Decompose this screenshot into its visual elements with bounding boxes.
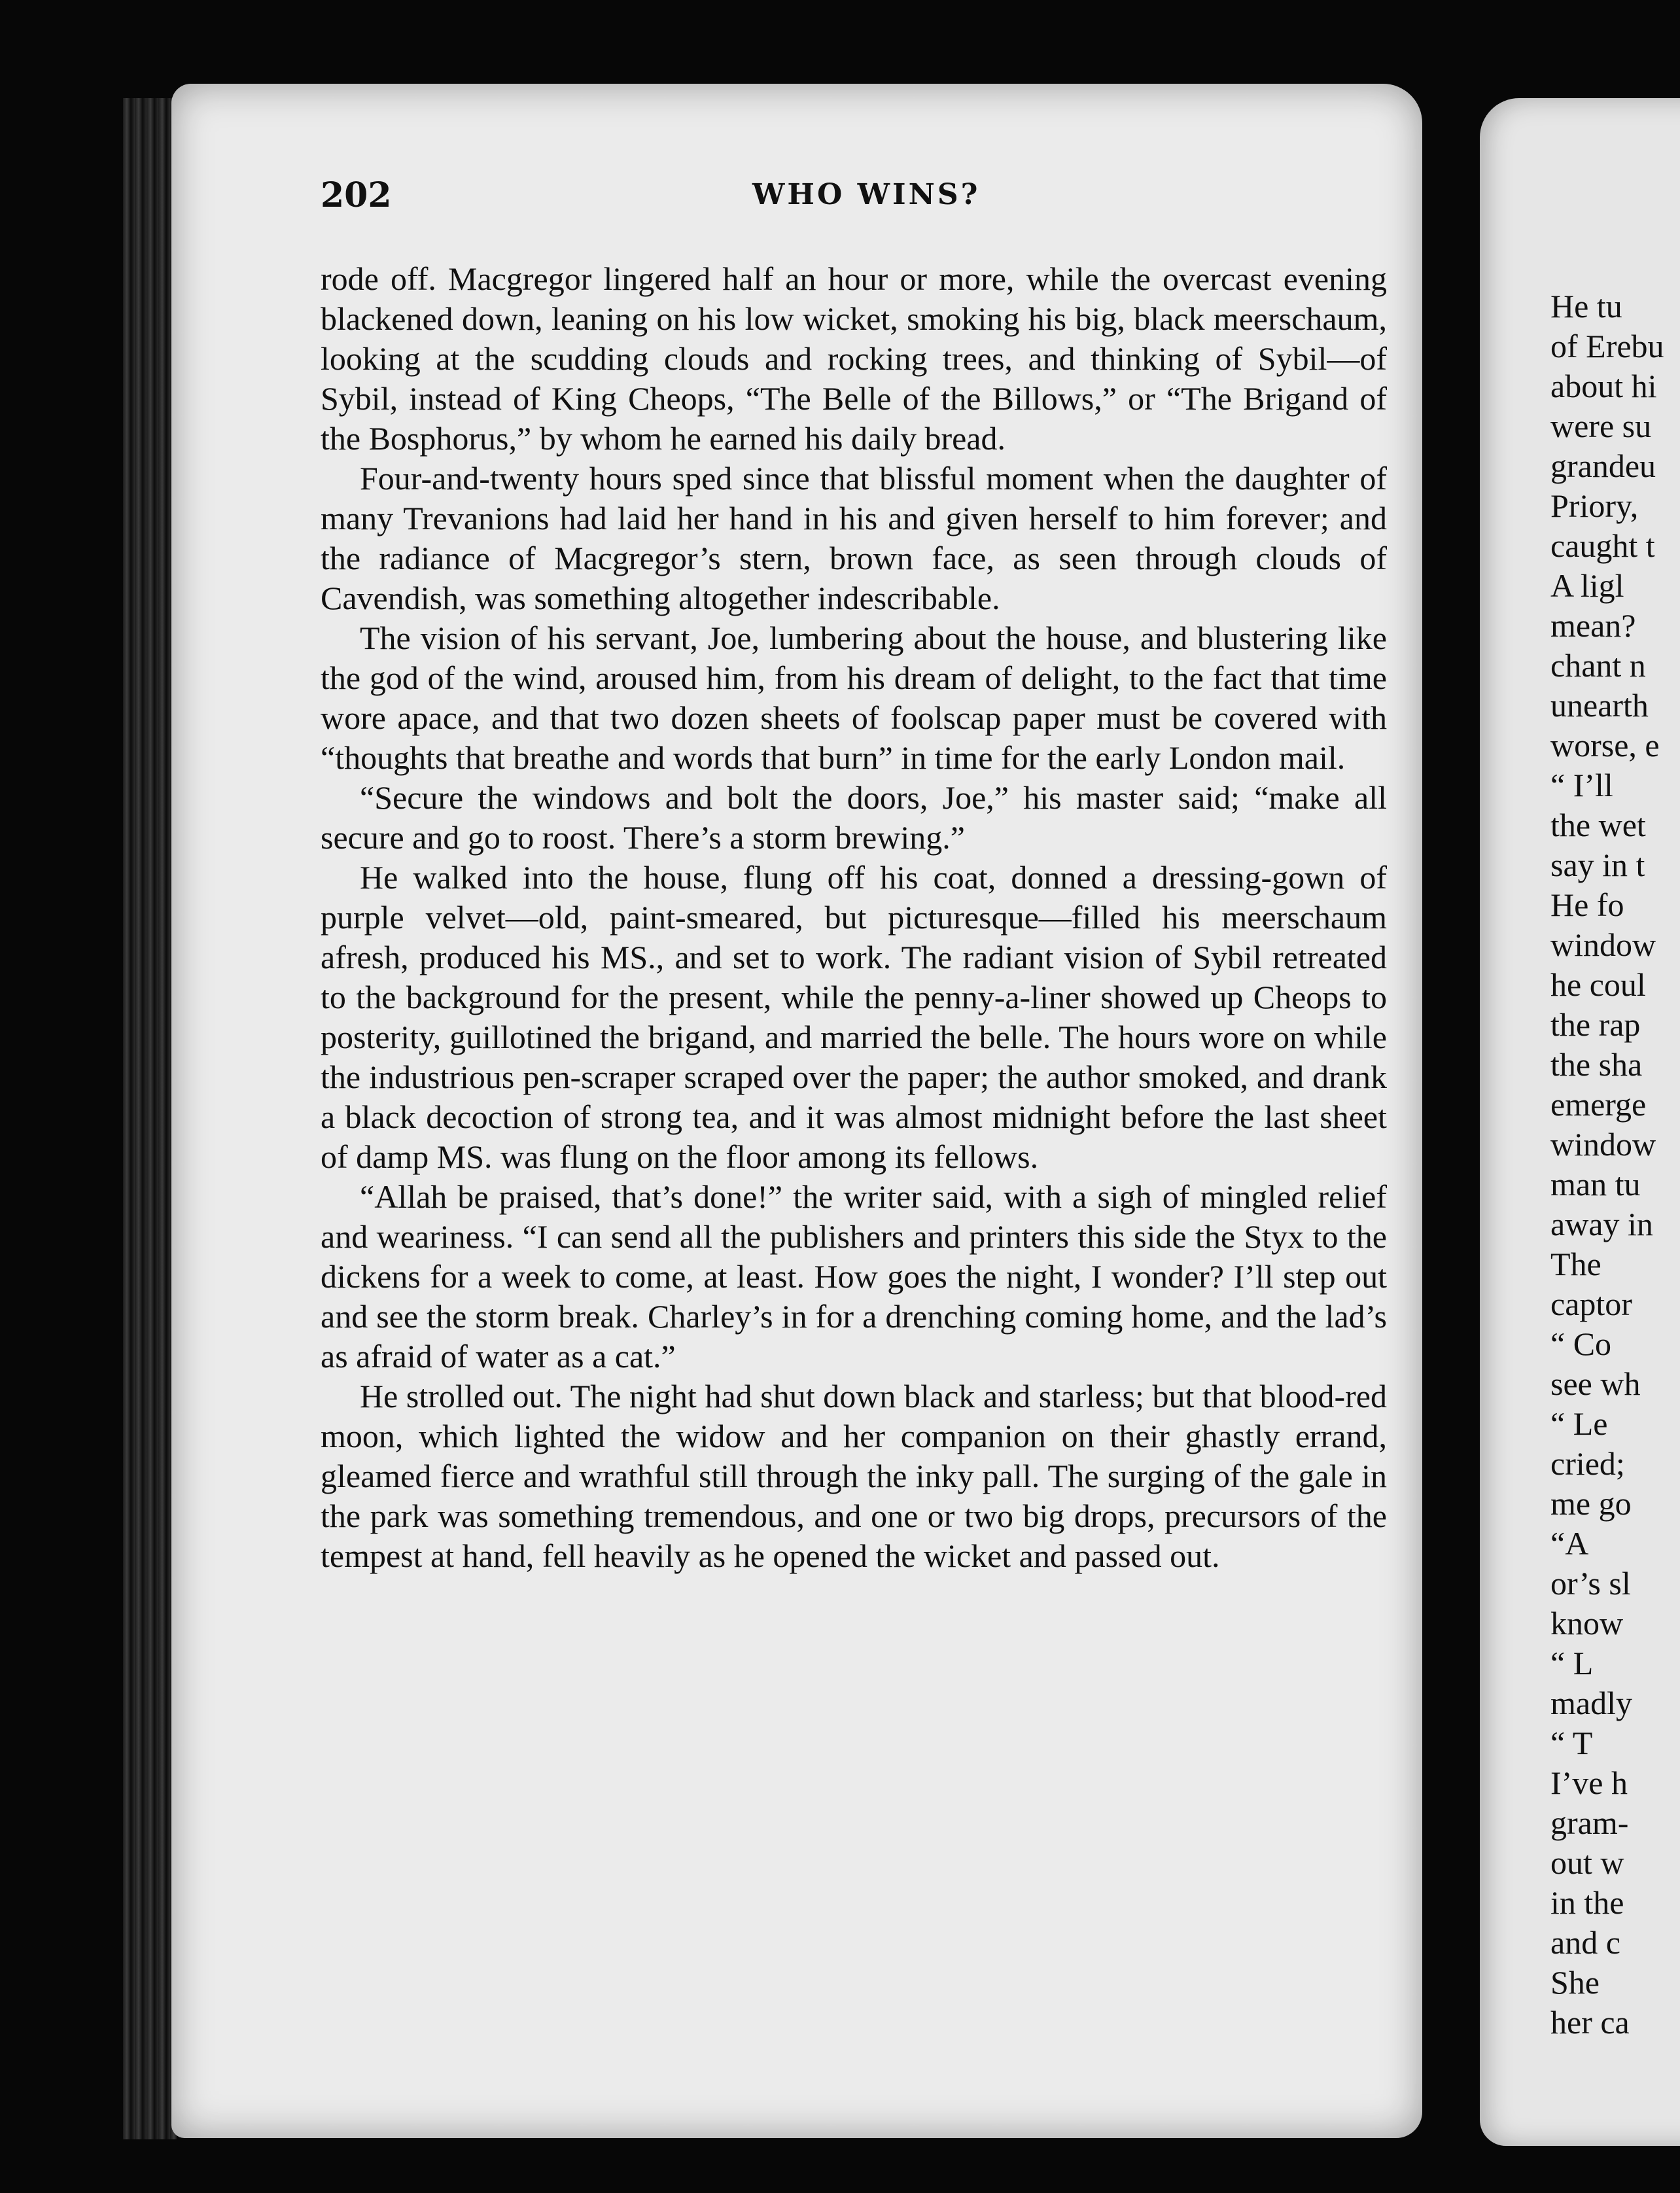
paragraph: He walked into the house, flung off his coat, donned a dressing-gown of purple velvet—old, paint-smeared, but picturesque—filled his meerschaum afresh, produced his MS., and set to work. The radiant vision of Sybil retreated to the background for the present, while the penny-a-liner showed up Cheops to posterity, guillotined the brigand, and married the belle. The hours wore on while the industrious pen-scraper scraped over the paper; the author smoked, and drank a black decoction of strong tea, and it was almost midnight before the last sheet of damp MS. was flung on the floor among its fellows. xyxy=(321,859,1387,1175)
facing-line: man tu xyxy=(1550,1166,1641,1202)
facing-line: her ca xyxy=(1550,2004,1630,2041)
facing-line: know xyxy=(1550,1605,1624,1641)
paragraph: Four-and-twenty hours sped since that blissful moment when the daughter of many Trevanions had laid her hand in his and given herself to him forever; and the radiance of Macgregor’s stern, brown face, as seen through clouds of Cavendish, was something altogether indescribable. xyxy=(321,460,1387,616)
facing-line: “ I’ll xyxy=(1550,767,1613,803)
facing-line: caught t xyxy=(1550,527,1655,564)
facing-line: madly xyxy=(1550,1685,1632,1721)
facing-line: “A xyxy=(1550,1525,1589,1562)
facing-line: “ Le xyxy=(1550,1405,1608,1442)
page-number: 202 xyxy=(321,175,392,215)
facing-line: A ligl xyxy=(1550,567,1624,604)
facing-line: He tu xyxy=(1550,288,1622,325)
facing-line: emerge xyxy=(1550,1086,1647,1123)
facing-line: gram- xyxy=(1550,1804,1629,1841)
facing-line: me go xyxy=(1550,1485,1632,1522)
facing-line: Priory, xyxy=(1550,487,1639,524)
page-body xyxy=(321,259,1387,1576)
facing-line: in the xyxy=(1550,1884,1624,1921)
facing-line: He fo xyxy=(1550,886,1624,923)
facing-page-text xyxy=(1550,287,1680,2043)
book-spine xyxy=(123,98,177,2139)
facing-line: about hi xyxy=(1550,368,1657,404)
paragraph: rode off. Macgregor lingered half an hour or more, while the overcast evening blackened down, leaning on his low wicket, smoking his big, black meerschaum, looking at the scudding clouds and rocking trees, and thinking of Sybil—of Sybil, instead of King Cheops, “The Belle of the Billows,” or “The Brigand of the Bosphorus,” by whom he earned his daily bread. xyxy=(321,260,1387,457)
paragraph: He strolled out. The night had shut down black and starless; but that blood-red moon, which lighted the widow and her companion on their ghastly errand, gleamed fierce and wrathful still through the inky pall. The surging of the gale in the park was something tremendous, and one or two big drops, precursors of the tempest at hand, fell heavily as he opened the wicket and passed out. xyxy=(321,1378,1387,1574)
page-header xyxy=(321,175,1387,228)
facing-line: window xyxy=(1550,926,1656,963)
facing-line: grandeu xyxy=(1550,447,1656,484)
running-title: WHO WINS? xyxy=(752,178,981,211)
facing-line: and c xyxy=(1550,1924,1620,1961)
facing-line: She xyxy=(1550,1964,1600,2001)
facing-line: captor xyxy=(1550,1286,1632,1322)
facing-line: “ Co xyxy=(1550,1325,1612,1362)
facing-line: out w xyxy=(1550,1844,1624,1881)
facing-line: worse, e xyxy=(1550,727,1660,763)
facing-line: “ T xyxy=(1550,1725,1593,1761)
facing-line: see wh xyxy=(1550,1365,1641,1402)
facing-line: he coul xyxy=(1550,966,1646,1003)
facing-line: the rap xyxy=(1550,1006,1641,1043)
facing-line: The xyxy=(1550,1246,1601,1282)
paragraph: The vision of his servant, Joe, lumbering about the house, and blustering like the god of the wind, aroused him, from his dream of delight, to the fact that time wore apace, and that two dozen sheets of foolscap paper must be covered with “thoughts that breathe and words that burn” in time for the early London mail. xyxy=(321,620,1387,776)
facing-line: “ L xyxy=(1550,1645,1594,1681)
facing-line: the sha xyxy=(1550,1046,1643,1083)
paragraph: “Allah be praised, that’s done!” the writer said, with a sigh of mingled relief and weariness. “I can send all the publishers and printers this side the Styx to the dickens for a week to come, at least. How goes the night, I wonder? I’ll step out and see the storm break. Charley’s in for a drenching coming home, and the lad’s as afraid of water as a cat.” xyxy=(321,1178,1387,1375)
facing-line: mean? xyxy=(1550,607,1636,644)
facing-line: cried; xyxy=(1550,1445,1625,1482)
facing-line: window xyxy=(1550,1126,1656,1163)
facing-line: unearth xyxy=(1550,687,1649,724)
facing-line: of Erebu xyxy=(1550,328,1664,364)
facing-line: chant n xyxy=(1550,647,1646,684)
facing-line: the wet xyxy=(1550,807,1646,843)
paragraph: “Secure the windows and bolt the doors, Joe,” his master said; “make all secure and go to roost. There’s a storm brewing.” xyxy=(321,779,1387,856)
facing-line: or’s sl xyxy=(1550,1565,1631,1602)
facing-line: say in t xyxy=(1550,847,1645,883)
facing-line: I’ve h xyxy=(1550,1764,1628,1801)
facing-line: away in xyxy=(1550,1206,1653,1242)
facing-line: were su xyxy=(1550,408,1652,444)
